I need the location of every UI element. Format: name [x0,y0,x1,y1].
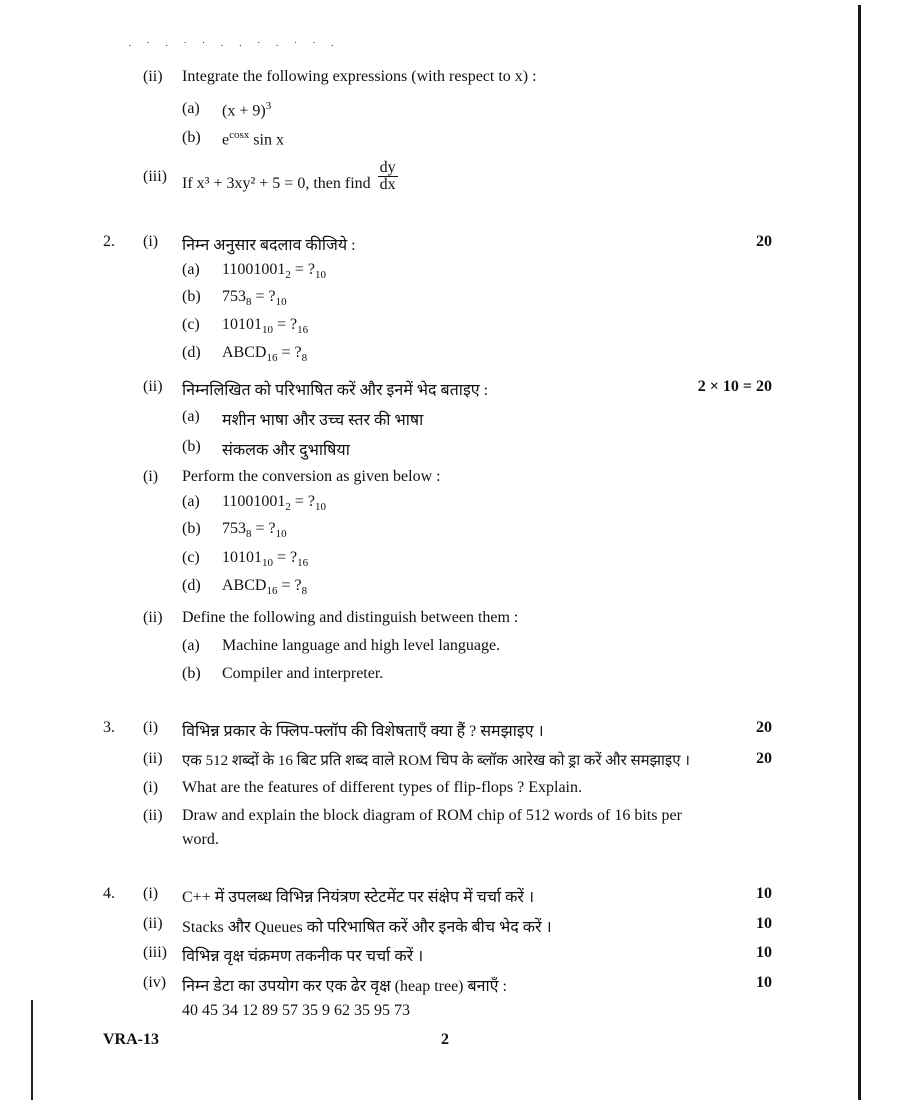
q2-hi-conv-c: $10101_{10}$ = $?_{16}$ [222,316,309,337]
q3-hi-ii-marks: 20 [756,750,772,767]
q1-iii-text: If x³ + 3xy² + 5 = 0, then find [182,175,371,193]
q2-hi-ii-number: (ii) [143,378,163,395]
paper-code: VRA-13 [103,1031,159,1048]
q2-hi-conv-a-label: (a) [182,261,200,278]
q4-iv-text: निम्न डेटा का उपयोग कर एक ढेर वृक्ष (heap tree) बनाएँ : [182,978,507,995]
q4-i-text: C++ में उपलब्ध विभिन्न नियंत्रण स्टेटमेंट पर संक्षेप में चर्चा करें । [182,889,535,906]
q2-en-conv-b: $753_8$ = $?_{10}$ [222,520,287,541]
page-number: 2 [441,1031,449,1048]
q2-en-ii-b-label: (b) [182,665,201,682]
q4-ii-number: (ii) [143,915,163,932]
q4-iv-number: (iv) [143,974,167,991]
q4-iii-marks: 10 [756,944,772,961]
q3-hi-i-text: विभिन्न प्रकार के फ्लिप-फ्लॉप की विशेषताएँ क्या हैं ? समझाइए । [182,723,544,740]
q2-en-conv-c: $10101_{10}$ = $?_{16}$ [222,549,309,570]
q3-hi-i-marks: 20 [756,719,772,736]
q2-hi-conv-d-label: (d) [182,344,201,361]
q2-en-conv-a: $11001001_2$ = $?_{10}$ [222,493,327,514]
q3-en-ii-text-2: word. [182,831,219,848]
q2-hi-conv-b-label: (b) [182,288,201,305]
q4-iv-data: 40 45 34 12 89 57 35 9 62 35 95 73 [182,1002,410,1019]
q2-en-conv-d: $ABCD_{16}$ = $?_8$ [222,577,308,598]
q3-en-i-text: What are the features of different types of flip-flops ? Explain. [182,779,582,796]
q4-ii-text: Stacks और Queues को परिभाषित करें और इनके बीच भेद करें । [182,919,552,936]
q2-hi-ii-text: निम्नलिखित को परिभाषित करें और इनमें भेद बताइए : [182,382,489,399]
q1-a-expression: $(x + 9)^3$ [222,100,272,120]
q2-en-conv-d-label: (d) [182,577,201,594]
q4-number: 4. [103,885,115,902]
q1-b-expression: $e^{cosx}$ sin x [222,129,284,149]
q2-en-ii-a-label: (a) [182,637,200,654]
q3-hi-ii-number: (ii) [143,750,163,767]
q2-number: 2. [103,233,115,250]
q3-number: 3. [103,719,115,736]
q2-en-conv-b-label: (b) [182,520,201,537]
q4-i-number: (i) [143,885,159,902]
q4-iv-marks: 10 [756,974,772,991]
q3-en-i-number: (i) [143,779,159,796]
q3-en-ii-number: (ii) [143,807,163,824]
q2-hi-ii-a-label: (a) [182,408,200,425]
q1-ii-text: Integrate the following expressions (with respect to x) : [182,68,537,85]
q2-en-ii-text: Define the following and distinguish between them : [182,609,519,626]
q2-en-ii-number: (ii) [143,609,163,626]
q2-hi-ii-marks: 2 × 10 = 20 [697,378,772,395]
q1-iii-line [182,160,398,193]
q2-hi-ii-a-text: मशीन भाषा और उच्च स्तर की भाषा [222,412,424,429]
q1-iii-fraction: $\frac{dy}{dx}$ [379,159,396,193]
q4-iii-text: विभिन्न वृक्ष चंक्रमण तकनीक पर चर्चा करें । [182,948,424,965]
q1-ii-number: (ii) [143,68,163,85]
q2-hi-i-number: (i) [143,233,159,250]
scan-specks: · ˙ · ˙ ˙ · · ˙ · ˙ ˙ · [128,40,341,52]
scan-edge-left [31,1000,33,1100]
q1-b-label: (b) [182,129,201,146]
q2-en-i-text: Perform the conversion as given below : [182,468,441,485]
q2-hi-conv-b: $753_8$ = $?_{10}$ [222,288,287,309]
q2-hi-conv-d: $ABCD_{16}$ = $?_8$ [222,344,308,365]
q2-en-conv-a-label: (a) [182,493,200,510]
q2-en-i-number: (i) [143,468,159,485]
q3-hi-ii-text: एक 512 शब्दों के 16 बिट प्रति शब्द वाले ROM चिप के ब्लॉक आरेख को ड्रा करें और समझाइए । [182,753,690,769]
q2-en-conv-c-label: (c) [182,549,200,566]
q2-hi-i-text: निम्न अनुसार बदलाव कीजिये : [182,237,356,254]
q4-ii-marks: 10 [756,915,772,932]
q2-en-ii-b-text: Compiler and interpreter. [222,665,384,682]
q3-en-ii-text-1: Draw and explain the block diagram of ROM chip of 512 words of 16 bits per [182,807,682,824]
scan-edge-right [858,5,861,1100]
q2-en-ii-a-text: Machine language and high level language. [222,637,501,654]
q2-hi-ii-b-text: संकलक और दुभाषिया [222,442,350,459]
q2-hi-i-marks: 20 [756,233,772,250]
q2-hi-ii-b-label: (b) [182,438,201,455]
q2-hi-conv-c-label: (c) [182,316,200,333]
q4-iii-number: (iii) [143,944,167,961]
q3-hi-i-number: (i) [143,719,159,736]
q2-hi-conv-a: $11001001_2$ = $?_{10}$ [222,261,327,282]
q1-a-label: (a) [182,100,200,117]
q1-iii-number: (iii) [143,168,167,185]
q4-i-marks: 10 [756,885,772,902]
